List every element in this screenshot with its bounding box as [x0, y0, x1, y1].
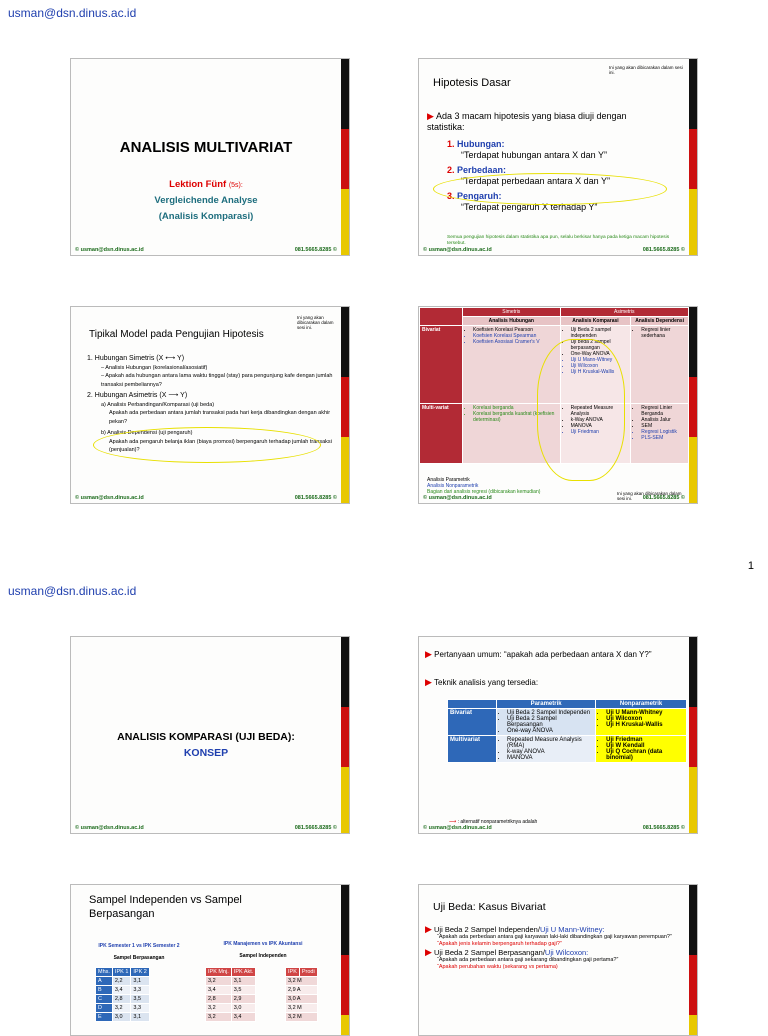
item-text: Uji Beda 2 Sampel Independen/	[434, 925, 540, 934]
slide-kasus-bivariat	[418, 884, 698, 1036]
slide-sampel	[70, 884, 350, 1036]
legend-alternatif: : alternatif nonparametriknya adalah	[457, 819, 538, 825]
callout-note: Ini yang akan dibicarakan dalam sesi ini.	[617, 491, 682, 501]
col-nonparametrik: Nonparametrik	[596, 700, 687, 709]
intro-text: Ada 3 macam hipotesis yang biasa diuji dengan statistika:	[427, 111, 627, 132]
item-text: Uji Beda 2 Sampel Berpasangan/	[434, 948, 545, 957]
slide-color-bar	[689, 307, 697, 503]
row-bivariat: Bivariat	[420, 326, 463, 404]
independent-table: IPK Mnj. IPK Akt. 3,2 3,1 3,4 3,5 2,8 2,9 3,2 3,0 3,2 3,4	[205, 967, 256, 1022]
row-bivariat: Bivariat	[448, 709, 497, 736]
item-asymmetric: 2. Hubungan Asimetris (X ⟶ Y)	[87, 392, 188, 399]
slide-title-multivariat	[70, 58, 350, 256]
left-table-title: IPK Semester 1 vs IPK Semester 2	[98, 943, 180, 949]
slide-title: ANALISIS KOMPARASI (UJI BEDA):	[117, 731, 295, 743]
left-table-sub: Sampel Berpasangan	[113, 955, 165, 961]
sub-item: b) Analisis Dependensi (uji pengaruh)	[101, 430, 193, 436]
page-number: 1	[747, 560, 754, 572]
slide-footer: © usman@dsn.dinus.ac.id 081.5665.8285 ©	[423, 825, 685, 831]
slide-tipikal-model	[70, 306, 350, 504]
combined-table: IPK Prodi 3,2 M 2,9 A 3,0 A 3,2 M 3,2 M	[285, 967, 318, 1022]
subtitle-komparasi: (Analisis Komparasi)	[158, 211, 254, 222]
bullet-icon: ▶	[427, 111, 434, 121]
item-symmetric: 1. Hubungan Simetris (X ⟷ Y)	[87, 355, 185, 362]
slide-color-bar	[689, 59, 697, 255]
slide-footer: © usman@dsn.dinus.ac.id 081.5665.8285 ©	[75, 247, 337, 253]
arrow-icon: ⟶	[449, 819, 457, 825]
right-table-sub: Sampel Independen	[239, 953, 287, 959]
right-table-title: IPK Manajemen vs IPK Akuntansi	[223, 941, 303, 947]
question-text: Pertanyaan umum: “apakah ada perbedaan antara X dan Y?”	[434, 650, 652, 659]
legend-nonparametrik: Analisis Nonparametrik	[427, 483, 479, 489]
highlight-ellipse	[433, 173, 667, 205]
slide-title: Hipotesis Dasar	[433, 77, 511, 89]
item-label: Perbedaan:	[457, 165, 507, 175]
sub-item: – Apakah ada hubungan antara lama waktu tinggal (stay) para pengunjung kafe dengan jumlah transaksi pembeliannya?	[101, 373, 333, 388]
slide-footer: © usman@dsn.dinus.ac.id 081.5665.8285 ©	[423, 247, 685, 253]
reframe-text: “Apakah perubahan waktu (sekarang vs pertama)	[437, 964, 558, 970]
row-multivariat: Multivariat	[448, 736, 497, 763]
slide-title: Tipikal Model pada Pengujian Hipotesis	[89, 329, 264, 340]
slide-color-bar	[341, 637, 349, 833]
row-multivariat: Multi-variat	[420, 404, 463, 464]
callout-note: Ini yang akan dibicarakan dalam sesi ini.	[609, 65, 683, 75]
item-text: “Terdapat hubungan antara X dan Y”	[461, 150, 607, 160]
legend-regresi: Bagian dari analisis regresi (dibicarakan kemudian)	[427, 489, 541, 495]
slide-color-bar	[341, 307, 349, 503]
col-hubungan: Analisis Hubungan	[463, 317, 561, 326]
item-number: 2.	[447, 165, 455, 175]
highlight-ellipse	[93, 427, 321, 463]
slide-color-bar	[341, 59, 349, 255]
question-text: “Apakah ada perbedaan antara gaji karyawan laki-laki dibandingkan gaji karyawan perempuan?”	[437, 934, 672, 940]
highlight-ellipse	[537, 339, 625, 481]
slide-subtitle: KONSEP	[183, 747, 229, 759]
technique-table: Parametrik Nonparametrik Bivariat • Uji Beda 2 Sampel Independen • Uji Beda 2 Sampel Berpasangan • One-way ANOVA • Uji U Mann-Whitney • Uji Wilcoxon • Uji H Kruskal-Wallis Multivariat • Repeated Measure Analysis (RMA) • k-way ANOVA • MANOVA • Uji Friedman • Uji W Kendall • Uji Q Cochran (data binomial)	[447, 699, 687, 763]
header-asimetris: Asimetris	[560, 308, 688, 317]
lektion-number: (5s):	[228, 182, 243, 189]
col-parametrik: Parametrik	[497, 700, 596, 709]
item-number: 1.	[447, 139, 455, 149]
bullet-icon: ▶	[425, 677, 432, 687]
technique-text: Teknik analisis yang tersedia:	[434, 678, 539, 687]
header-email: usman@dsn.dinus.ac.id	[8, 6, 137, 20]
slide-title: Sampel Independen vs Sampel Berpasangan	[89, 894, 242, 920]
item-number: 3.	[447, 191, 455, 201]
slide-komparasi-konsep	[70, 636, 350, 834]
bullet-icon: ▶	[425, 924, 432, 934]
header-simetris: Simetris	[463, 308, 561, 317]
slide-color-bar	[689, 885, 697, 1036]
item-text: “Terdapat perbedaan antara X dan Y”	[461, 176, 610, 186]
item-label: Hubungan:	[457, 139, 505, 149]
sub-item-text: Apakah ada pengaruh belanja iklan (biaya promosi) berpengaruh terhadap jumlah transaksi (penjualan)?	[109, 438, 332, 453]
col-dependensi: Analisis Dependensi	[631, 317, 689, 326]
callout-note: Ini yang akan dibicarakan dalam sesi ini.	[297, 315, 334, 330]
slide-footer: © usman@dsn.dinus.ac.id 081.5665.8285 ©	[423, 495, 685, 501]
item-text: “Terdapat pengaruh X terhadap Y”	[461, 202, 598, 212]
slide-title: Uji Beda: Kasus Bivariat	[433, 901, 546, 913]
item-label: Pengaruh:	[457, 191, 502, 201]
slide-teknik-analisis	[418, 636, 698, 834]
question-text: “Apakah ada perbedaan antara gaji sekarang dibandingkan gaji pertama?”	[437, 957, 619, 963]
bullet-icon: ▶	[425, 947, 432, 957]
col-komparasi: Analisis Komparasi	[560, 317, 631, 326]
legend-parametrik: Analisis Parametrik	[427, 477, 470, 483]
slide-title: ANALISIS MULTIVARIAT	[119, 139, 293, 156]
sub-item-text: Apakah ada perbedaan antara jumlah transaksi pada hari kerja dibandingkan dengan akhir pekan?	[109, 410, 331, 425]
analysis-matrix-table: Simetris Asimetris Analisis Hubungan Analisis Komparasi Analisis Dependensi Bivariat • Koefisien Korelasi Pearson • Koefsien Korelasi Spearman • Koefisien Asosiasi Cramer's V • Uji Beda 2 sampel independen • Uji beda 2 sampel berpasangan • One-Way ANOVA • Uji U Mann-Witney • Uji Wilcoxon • Uji H Kruskal-Wallis • Regresi linier sederhana Multi-variat • Korelasi berganda • Korelasi berganda kuadrat (koefisien determinasi) • Repeated Measure Analysis • k-Way ANOVA • MANOVA • Uji Friedman • Regresi Linier Berganda • Analisis Jalur • SEM • Regresi Logistik • PLS-SEM	[419, 307, 689, 464]
slide-color-bar	[689, 637, 697, 833]
sub-item: a) Analisis Perbandingan/Komparasi (uji beda)	[101, 401, 215, 408]
slide-color-bar	[341, 885, 349, 1036]
reframe-text: “Apakah jenis kelamin berpengaruh terhadap gaji?”	[437, 941, 562, 947]
paired-table: Mhs. IPK 1 IPK 2 A 2,2 3,1 B 3,4 3,3 C 2,8 3,5 D 3,2 3,3 E 3,0 3,1	[95, 967, 150, 1022]
slide-hipotesis-dasar	[418, 58, 698, 256]
slide-footer: © usman@dsn.dinus.ac.id 081.5665.8285 ©	[75, 825, 337, 831]
item-text-nonparam: Uji Wilcoxon:	[544, 948, 589, 957]
bullet-icon: ▶	[425, 649, 432, 659]
slide-footer: © usman@dsn.dinus.ac.id 081.5665.8285 ©	[75, 495, 337, 501]
subtitle-german: Vergleichende Analyse	[154, 195, 258, 206]
header-email: usman@dsn.dinus.ac.id	[8, 584, 137, 598]
summary-text: Semua pengujian hipotesis dalam statistika apa pun, selalu berkisar hanya pada ketiga macam hipotesis tersebut.	[447, 235, 670, 246]
lektion-text: Lektion Fünf	[169, 179, 227, 190]
sub-item: – Analisis Hubungan (korelasional/asosiatif)	[101, 364, 208, 371]
slide-matrix	[418, 306, 698, 504]
item-text-nonparam: Uji U Mann-Witney:	[539, 925, 605, 934]
